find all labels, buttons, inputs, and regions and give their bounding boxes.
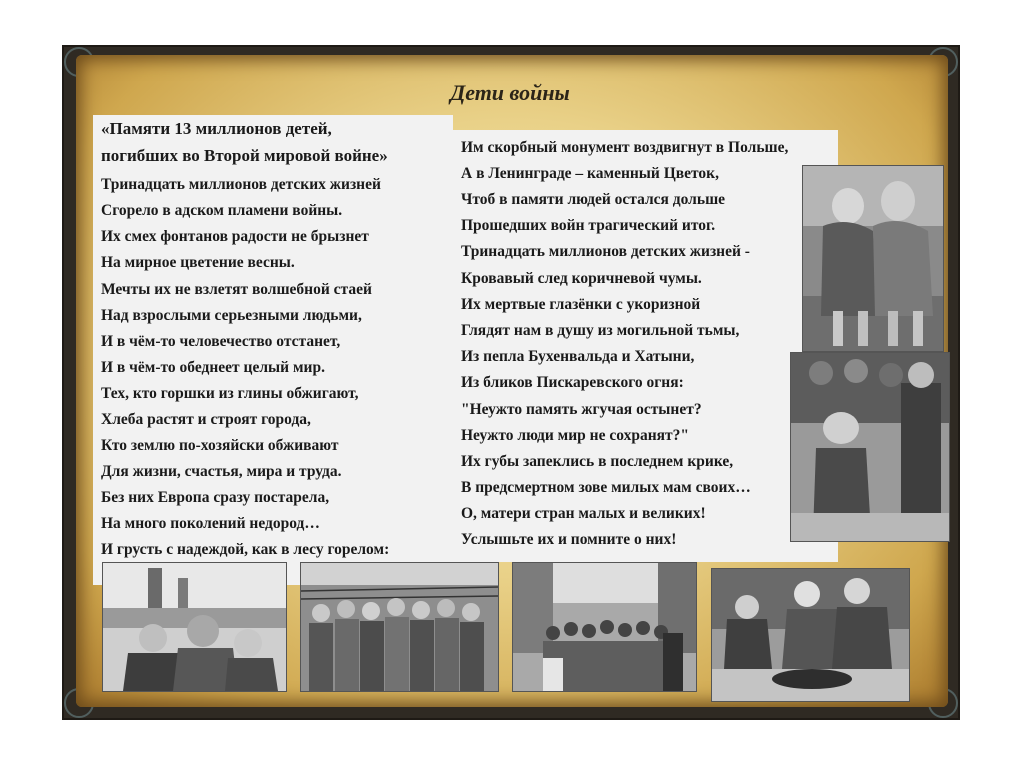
poem-line: Из пепла Бухенвальда и Хатыни,	[461, 348, 695, 365]
poem-line: И грусть с надеждой, как в лесу горелом:	[101, 541, 390, 558]
poem-line: Тринадцать миллионов детских жизней	[101, 176, 381, 193]
poem-line: И в чём-то обеднеет целый мир.	[101, 359, 325, 376]
poem-line: Для жизни, счастья, мира и труда.	[101, 463, 342, 480]
poem-line: Мечты их не взлетят волшебной стаей	[101, 281, 372, 298]
poem-line: И в чём-то человечество отстанет,	[101, 333, 341, 350]
war-children-photo	[790, 352, 950, 542]
war-children-photo	[102, 562, 287, 692]
poem-line: Тринадцать миллионов детских жизней -	[461, 243, 750, 260]
poem-right-column	[453, 130, 838, 562]
poem-line: О, матери стран малых и великих!	[461, 505, 706, 522]
poem-line: Кровавый след коричневой чумы.	[461, 270, 702, 287]
slide-title: Дети войны	[450, 80, 570, 105]
poem-line: На мирное цветение весны.	[101, 254, 295, 271]
war-children-photo	[300, 562, 499, 692]
poem-line: На много поколений недород…	[101, 515, 320, 532]
war-children-photo	[512, 562, 697, 692]
poem-line: Неужто люди мир не сохранят?"	[461, 427, 689, 444]
poem-line: Прошедших войн трагический итог.	[461, 217, 716, 234]
poem-line: Из бликов Пискаревского огня:	[461, 374, 684, 391]
poem-heading-line: погибших во Второй мировой войне»	[101, 146, 388, 165]
poem-left-column	[93, 115, 453, 585]
poem-heading-line: «Памяти 13 миллионов детей,	[101, 119, 332, 138]
poem-line: Чтоб в памяти людей остался дольше	[461, 191, 726, 208]
poem-line: В предсмертном зове милых мам своих…	[461, 479, 751, 496]
poem-line: Их мертвые глазёнки с укоризной	[461, 296, 701, 313]
poem-line: Услышьте их и помните о них!	[461, 531, 677, 548]
war-children-photo	[711, 568, 910, 702]
poem-line: А в Ленинграде – каменный Цветок,	[461, 165, 719, 182]
poem-line: Сгорело в адском пламени войны.	[101, 202, 343, 219]
poem-line: Кто землю по-хозяйски обживают	[101, 437, 339, 454]
poem-line: Тех, кто горшки из глины обжигают,	[101, 385, 359, 402]
poem-line: Глядят нам в душу из могильной тьмы,	[461, 322, 740, 339]
poem-line: Их смех фонтанов радости не брызнет	[101, 228, 369, 245]
poem-line: Без них Европа сразу постарела,	[101, 489, 330, 506]
poem-line: Над взрослыми серьезными людьми,	[101, 307, 362, 324]
poem-line: Хлеба растят и строят города,	[101, 411, 311, 428]
poem-line: "Неужто память жгучая остынет?	[461, 401, 702, 418]
poem-line: Их губы запеклись в последнем крике,	[461, 453, 734, 470]
poem-line: Им скорбный монумент воздвигнут в Польше,	[461, 139, 789, 156]
war-children-photo	[802, 165, 944, 352]
